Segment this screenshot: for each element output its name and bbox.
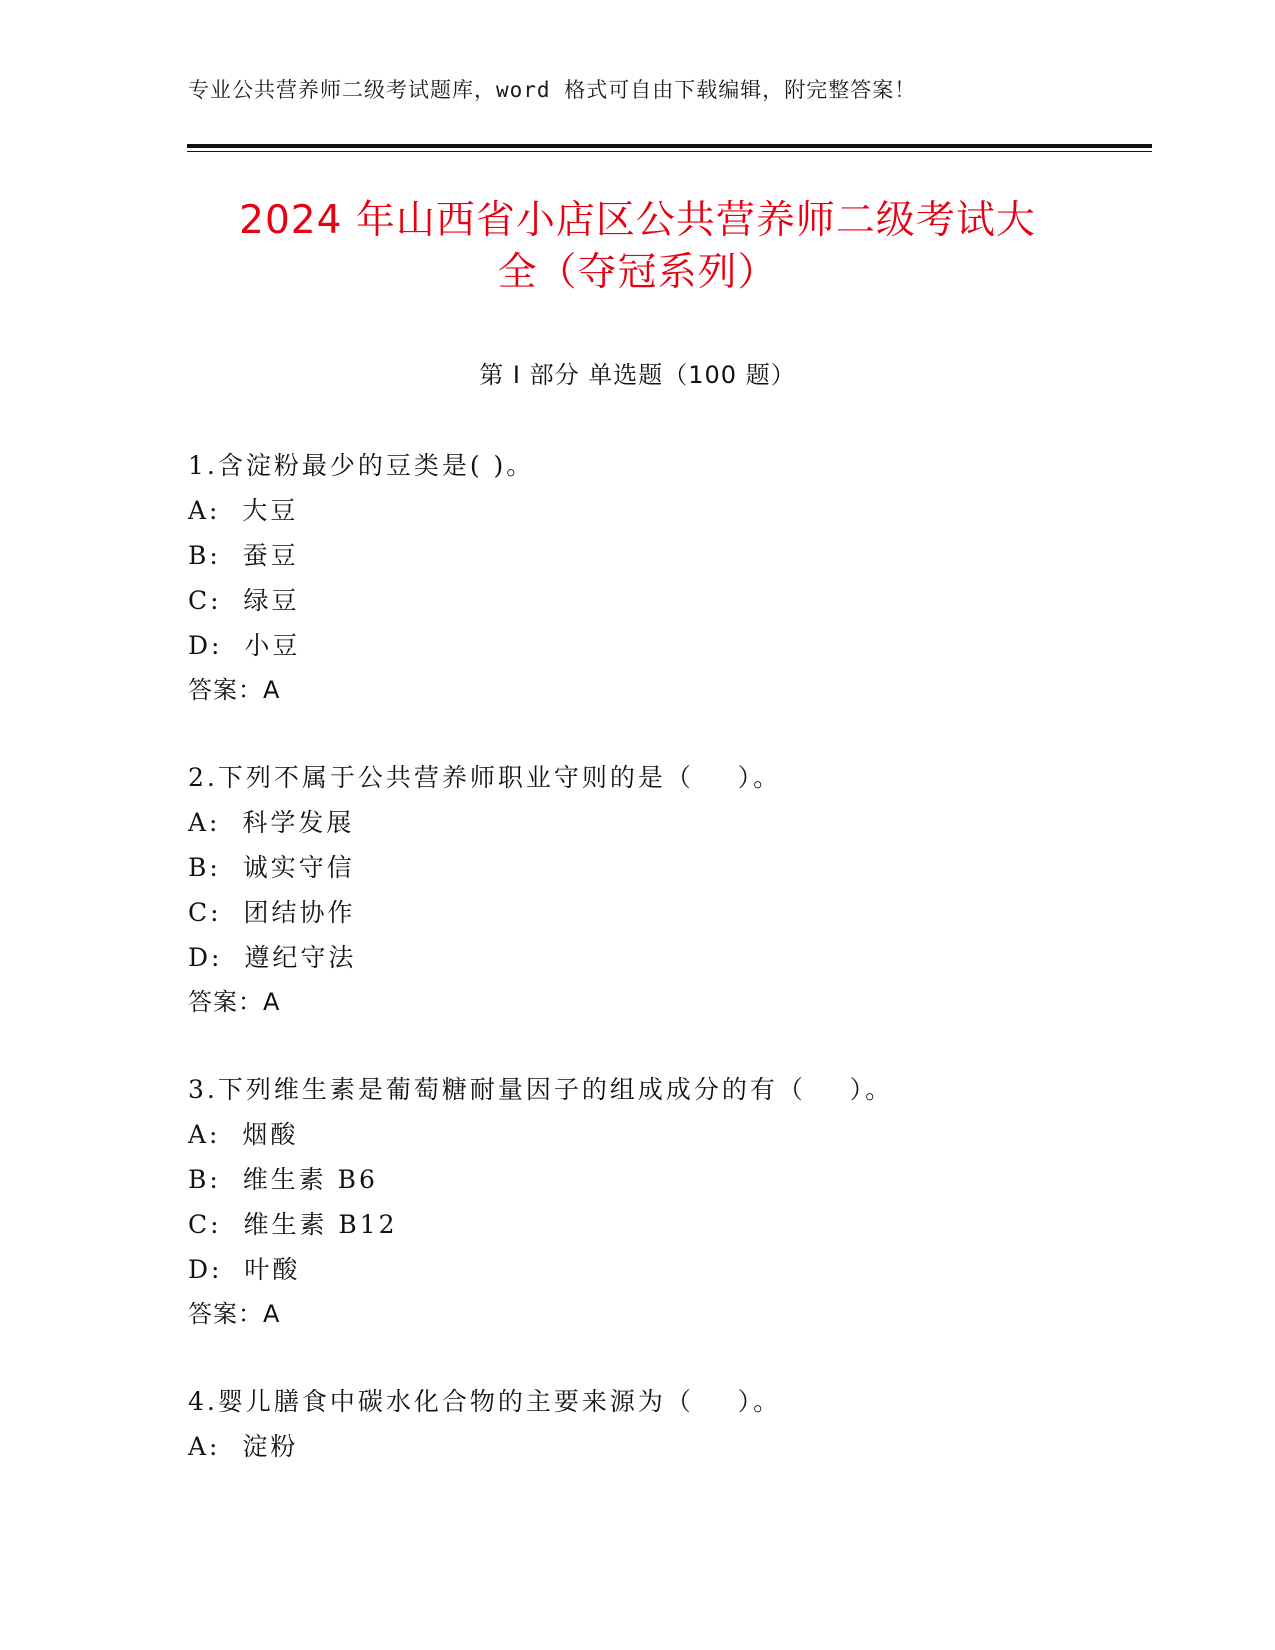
question-4 <box>188 1379 1148 1469</box>
answer-line: 答案：A <box>188 1300 281 1328</box>
document-title-line-1: 2024 年山西省小店区公共营养师二级考试大 <box>239 198 1036 243</box>
question-stem: 2.下列不属于公共营养师职业守则的是（ ）。 <box>188 763 782 792</box>
answer-line: 答案：A <box>188 676 281 704</box>
option-b: B: 诚实守信 <box>188 853 355 882</box>
option-a: A: 大豆 <box>188 496 299 525</box>
option-a: A: 烟酸 <box>188 1120 299 1149</box>
option-b: B: 蚕豆 <box>188 541 299 570</box>
option-a: A: 淀粉 <box>188 1432 299 1461</box>
question-list <box>188 443 1148 1511</box>
document-title <box>160 195 1115 299</box>
option-d: D: 叶酸 <box>188 1255 301 1284</box>
header-rule-thin <box>187 151 1152 152</box>
option-c: C: 维生素 B12 <box>188 1210 398 1239</box>
option-b: B: 维生素 B6 <box>188 1165 378 1194</box>
option-d: D: 小豆 <box>188 631 301 660</box>
question-3 <box>188 1067 1148 1337</box>
answer-line: 答案：A <box>188 988 281 1016</box>
option-c: C: 团结协作 <box>188 898 356 927</box>
section-title: 第 I 部分 单选题（100 题） <box>479 361 796 389</box>
question-2 <box>188 755 1148 1025</box>
option-a: A: 科学发展 <box>188 808 355 837</box>
question-1 <box>188 443 1148 713</box>
option-d: D: 遵纪守法 <box>188 943 357 972</box>
document-title-line-2: 全（夺冠系列） <box>497 250 778 295</box>
option-c: C: 绿豆 <box>188 586 300 615</box>
question-stem: 1.含淀粉最少的豆类是( )。 <box>188 451 535 480</box>
question-stem: 4.婴儿膳食中碳水化合物的主要来源为（ ）。 <box>188 1387 782 1416</box>
header-rule-thick <box>187 144 1152 148</box>
question-stem: 3.下列维生素是葡萄糖耐量因子的组成成分的有（ ）。 <box>188 1075 894 1104</box>
page-header-note: 专业公共营养师二级考试题库，word 格式可自由下载编辑，附完整答案！ <box>188 78 917 102</box>
